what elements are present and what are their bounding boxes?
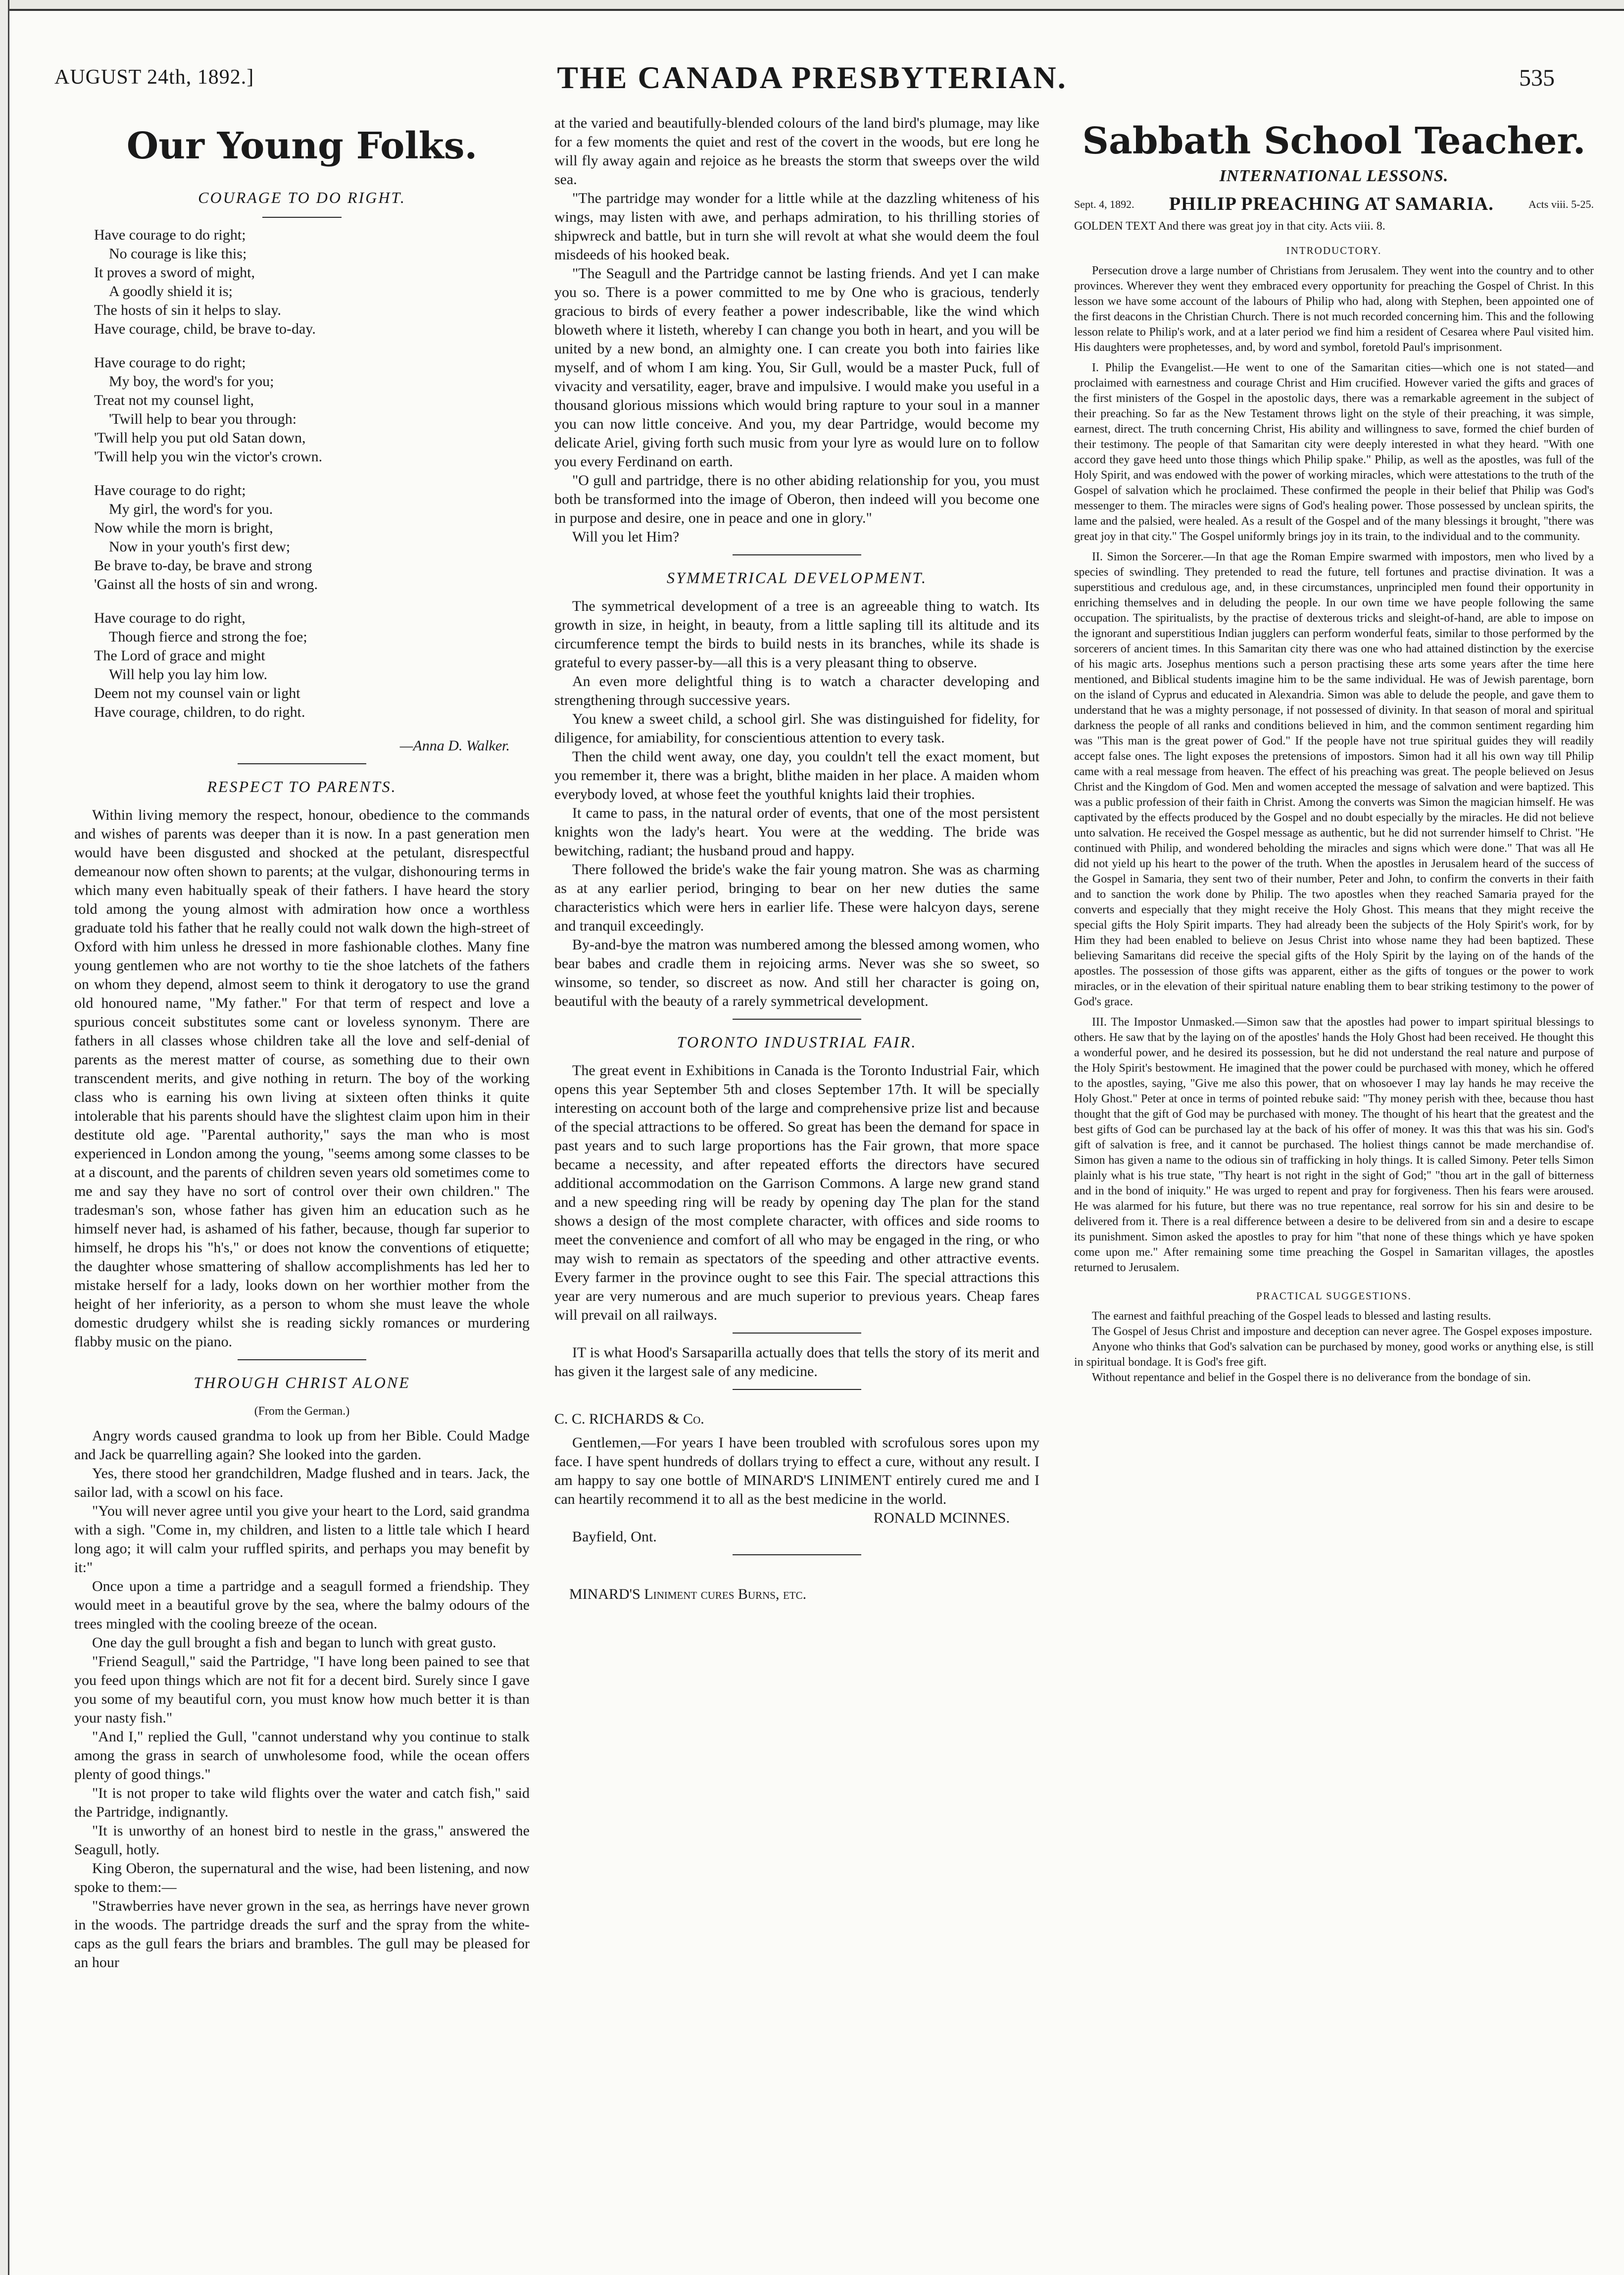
poem-author: —Anna D. Walker.	[399, 738, 510, 754]
poem-line: A goodly shield it is;	[109, 283, 233, 299]
article-paragraph: King Oberon, the supernatural and the wise, had been listening, and now spoke to them:—	[74, 1860, 530, 1895]
article-title: RESPECT TO PARENTS.	[207, 778, 397, 795]
lesson-title: PHILIP PREACHING AT SAMARIA.	[1169, 194, 1494, 214]
poem-line: The hosts of sin it helps to slay.	[94, 302, 282, 318]
department-heading: Sabbath School Teacher.	[1082, 120, 1586, 162]
ad-text: Gentlemen,—For years I have been troubled with scrofulous sores upon my face. I have spent hundreds of dollars trying to effect a cure, without any result. I am happy to say one bottle of MINARD'S LINIMENT entirely cured me and I can heartily recommend it to all as the best medicine in the world.	[554, 1434, 1039, 1507]
practical-item: The earnest and faithful preaching of the Gospel leads to blessed and lasting results.	[1092, 1310, 1491, 1323]
practical-heading: PRACTICAL SUGGESTIONS.	[1256, 1290, 1412, 1302]
article-paragraph: "It is not proper to take wild flights over the water and catch fish," said the Partridge, indignantly.	[74, 1785, 530, 1820]
article-paragraph: There followed the bride's wake the fair young matron. She was as charming as at any earlier period, bringing to bear on her new duties the same characteristics which were hers in earlier life. These were halcyon days, serene and tranquil exceedingly.	[554, 861, 1039, 934]
divider	[733, 1389, 861, 1390]
poem-line: Have courage, child, be brave to-day.	[94, 321, 316, 337]
poem-line: Though fierce and strong the foe;	[109, 629, 307, 645]
advertisement-hood: IT is what Hood's Sarsaparilla actually does that tells the story of its merit and has given it the largest sale of any medicine.	[554, 1344, 1039, 1380]
practical-item: The Gospel of Jesus Christ and imposture and deception can never agree. The Gospel exposes imposture.	[1092, 1325, 1592, 1338]
article-paragraph: "Friend Seagull," said the Partridge, "I have long been pained to see that you feed upon things which are not fit for a decent bird. Surely since I gave you some of my beautiful corn, you must know how much better it is than your nasty fish."	[74, 1653, 530, 1726]
poem-line: Now in your youth's first dew;	[109, 539, 291, 555]
article-paragraph: Then the child went away, one day, you couldn't tell the exact moment, but you remember it, there was a bright, blithe maiden in her place. A maiden whom everybody loved, at whose feet the youthful knights laid their trophies.	[554, 748, 1039, 802]
divider	[733, 1554, 861, 1555]
department-heading: Our Young Folks.	[126, 125, 478, 167]
poem-stanza	[94, 226, 530, 339]
poem-line: Now while the morn is bright,	[94, 520, 273, 536]
minard-notice: MINARD'S Liniment cures Burns, etc.	[569, 1586, 807, 1602]
column-right	[1074, 114, 1594, 1385]
article-paragraph: The symmetrical development of a tree is an agreeable thing to watch. Its growth in size, in height, in beauty, from a little sapling till its altitude and its circumference tempt the birds to build nests in its branches, while its shade is grateful to every passer-by—all this is a very pleasant thing to observe.	[554, 598, 1039, 671]
article-paragraph: An even more delightful thing is to watch a character developing and strengthening through successive years.	[554, 673, 1039, 708]
divider	[238, 763, 366, 764]
poem-line: Have courage to do right;	[94, 482, 246, 498]
poem-line: Be brave to-day, be brave and strong	[94, 557, 312, 574]
practical-item: Without repentance and belief in the Gospel there is no deliverance from the bondage of sin.	[1092, 1371, 1531, 1384]
divider	[238, 1359, 366, 1360]
article-title: TORONTO INDUSTRIAL FAIR.	[677, 1033, 917, 1051]
article-paragraph: Angry words caused grandma to look up from her Bible. Could Madge and Jack be quarrelling again? She looked into the garden.	[74, 1428, 530, 1463]
lesson-header	[1074, 194, 1594, 214]
article-paragraph: at the varied and beautifully-blended colours of the land bird's plumage, may like for a few moments the quiet and rest of the covert in the woods, but ere long he will fly away again and rejoice as he breasts the storm that sweeps over the wild sea.	[554, 115, 1039, 188]
poem-line: Have courage to do right;	[94, 227, 246, 243]
article-paragraph: Will you let Him?	[572, 529, 680, 545]
ad-place: Bayfield, Ont.	[572, 1529, 657, 1545]
article-paragraph: "It is unworthy of an honest bird to nestle in the grass," answered the Seagull, hotly.	[74, 1823, 530, 1858]
lesson-date: Sept. 4, 1892.	[1074, 198, 1134, 210]
practical-item: Anyone who thinks that God's salvation can be purchased by money, good works or anything else, is still in spiritual bondage. It is God's free gift.	[1074, 1340, 1594, 1369]
article-paragraph: The great event in Exhibitions in Canada is the Toronto Industrial Fair, which opens this year September 5th and closes September 17th. It will be specially interesting on account both of the large and comprehensive prize list and because of the special attractions to be offered. So great has been the demand for space in past years and to such large proportions has the Fair grown, that more space became a necessity, and after repeated efforts the directors have secured additional accommodation on the Garrison Commons. A large new grand stand and a new speeding ring will be ready by opening day The plan for the stand shows a design of the most complete character, with offices and side rooms to meet the convenience and comfort of all who may be engaged in the ring, or who may wish to remain as spectators of the speeding and other attractive events. Every farmer in the province ought to see this Fair. The special attractions this year are very numerous and are much superior to previous years. Cheap fares will prevail on all railways.	[554, 1062, 1039, 1323]
poem-title: COURAGE TO DO RIGHT.	[198, 189, 406, 206]
article-paragraph: Within living memory the respect, honour, obedience to the commands and wishes of parents was deeper than it is now. In a past generation men would have been disgusted and shocked at the petulant, disrespectful demeanour now often shown to parents; at the vulgar, dishonouring terms in which many even habitually speak of their fathers. I have heard the story told among the young almost with admiration how once a worthless graduate told his father that he really could not walk down the high-street of Oxford with him unless he dressed in more fashionable clothes. Many fine young gentlemen who are not worthy to tie the shoe latchets of the fathers on whom they depend, almost seem to think it derogatory to use the grand old honoured name, "My father." For that term of respect and love a spurious conceit substitutes some cant or loveless synonym. There are fathers in all classes whose children take all the love and self-denial of parents as the merest matter of course, as something due to their own transcendent merits, and give nothing in return. The boy of the working class who is earning his own living at sixteen often thinks it quite intolerable that his parents should have the slightest claim upon him in their destitute old age. "Parental authority," says the man who is most experienced in London among the young, "seems among some classes to be at a discount, and the parents of children seven years old sometimes come to me and say they have no sort of control over their own children." The tradesman's son, whose father has given him an education such as he himself never had, is ashamed of his father, because, though far superior to himself, he drops his "h's," or does not know the conventions of etiquette; the daughter whose smattering of shallow accomplishments has led her to mistake herself for a lady, looks down on her worthier mother from the height of her inferiority, as a person to whom she must leave the whole domestic drudgery whilst she is reading sickly romances or murdering flabby music on the piano.	[74, 807, 530, 1350]
poem-line: Have courage to do right;	[94, 354, 246, 371]
article-paragraph: "And I," replied the Gull, "cannot understand why you continue to stalk among the grass in search of unwholesome food, while the ocean offers plenty of good things."	[74, 1729, 530, 1782]
article-paragraph: "Strawberries have never grown in the sea, as herrings have never grown in the woods. The partridge dreads the surf and the spray from the white-caps as the gull fears the briars and brambles. The gull may be pleased for an hour	[74, 1898, 530, 1971]
article-paragraph: One day the gull brought a fish and began to lunch with great gusto.	[92, 1634, 496, 1651]
poem-line: Deem not my counsel vain or light	[94, 685, 300, 701]
lesson-paragraph: Persecution drove a large number of Christians from Jerusalem. They went into the country and to other provinces. Wherever they went they embraced every opportunity for preaching the Gospel of Christ. In this lesson we have some account of the labours of Philip who had, along with Stephen, been appointed one of the first deacons in the Christian Church. There is not much recorded concerning him. This and the following lesson relate to Philip's work, and at a later period we find him a resident of Cesarea where Paul visited him. His daughters were prophetesses, and, by word and symbol, foretold Paul's imprisonment.	[1074, 264, 1594, 354]
divider	[262, 217, 342, 218]
article-paragraph: "O gull and partridge, there is no other abiding relationship for you, you must both be transformed into the image of Oberon, then indeed will you become one in purpose and desire, one in peace and one in glory."	[554, 472, 1039, 526]
poem-line: 'Gainst all the hosts of sin and wrong.	[94, 576, 318, 593]
article-paragraph: It came to pass, in the natural order of events, that one of the most persistent knights won the lady's heart. You were at the wedding. The bride was bewitching, radiant; the husband proud and happy.	[554, 805, 1039, 859]
poem-line: My boy, the word's for you;	[109, 373, 274, 390]
lesson-reference: Acts viii. 5-25.	[1528, 198, 1594, 210]
article-paragraph: By-and-bye the matron was numbered among the blessed among women, who bear babes and cradle them in rejoicing arms. Never was she so sweet, so winsome, so tender, so discreet as now. And still her character is going on, beautiful with the beauty of a rarely symmetrical development.	[554, 937, 1039, 1009]
lesson-paragraph: II. Simon the Sorcerer.—In that age the Roman Empire swarmed with impostors, men who lived by a species of swindling. They pretended to read the future, tell fortunes and practise divination. It was a superstitious and credulous age, and, in these circumstances, unprincipled men found their opportunity in enriching themselves and in deluding the people. In our own time we have people following the same occupation. The spiritualists, by the practise of dexterous tricks and sleight-of-hand, are able to impose on the ignorant and superstitious Indian jugglers can perform wonderful feats, similar to those performed by the sorcerers of ancient times. In this Samaritan city there was one who had attained distinction by the exercise of his magic arts. Josephus mentions such a person practising these arts some years after the time here mentioned, and Biblical students imagine him to be the same individual. He was of Jewish parentage, born on the island of Cyprus and educated in Alexandria. Simon was able to delude the people, and gave them to understand that he was a mighty personage, if not possessed of divinity. In that season of moral and spiritual darkness the people of all ranks and conditions believed in him, and the common sentiment regarding him was "This man is the great power of God." If the people have not true spiritual guides they will readily accept false ones. The light exposes the pretensions of impostors. Simon had it all his own way till Philip came with a real message from heaven. The effect of his preaching was great. The people believed on Jesus Christ and the Kingdom of God. Men and women accepted the message of salvation and were baptized. This was a public profession of their faith in Christ. Among the converts was Simon the magician himself. He was captivated by the effects produced by the Gospel and no doubt especially by the miracles. He did not believe unto salvation. He received the Gospel message as authentic, but he did not surrender himself to Christ. "He continued with Philip, and wondered beholding the miracles and signs which were done." That was all He did not yield up his heart to the power of the truth. When the apostles in Jerusalem heard of the success of the Gospel in Samaria, they sent two of their number, Peter and John, to confirm the converts in their faith and to sanction the work done by Philip. The two apostles when they reached Samaria prayed for the converts and especially that they might receive the Holy Ghost. This means that they might receive the special gifts the Holy Spirit imparts. They had already been the subjects of the Holy Spirit's work, for by Him they had been enabled to believe on Jesus Christ into whose name they had been baptized. These believing Samaritans did receive the special gifts of the Holy Spirit by the laying on of the hands of the apostles. The possession of those gifts was apparent, either as the gifts of tongues or the power to work miracles, or in the elevation of their spiritual nature enabling them to bear striking testimony to the power of God's grace.	[1074, 550, 1594, 1008]
poem-line: Have courage, children, to do right.	[94, 704, 305, 720]
article-paragraph: Once upon a time a partridge and a seagull formed a friendship. They would meet in a beautiful grove by the sea, where the balmy odours of the trees mingled with the cooling breeze of the ocean.	[74, 1578, 530, 1632]
article-note: (From the German.)	[254, 1405, 350, 1418]
article-paragraph: Yes, there stood her grandchildren, Madge flushed and in tears. Jack, the sailor lad, with a scowl on his face.	[74, 1465, 530, 1500]
section-subheading: INTERNATIONAL LESSONS.	[1219, 167, 1449, 185]
issue-date: AUGUST 24th, 1892.]	[54, 66, 254, 89]
poem-line: Have courage to do right,	[94, 610, 246, 626]
poem	[94, 226, 530, 755]
article-paragraph: "You will never agree until you give your heart to the Lord, said grandma with a sigh. "Come in, my children, and listen to a little tale which I heard long ago; it will calm your ruffled spirits, and perhaps you may benefit by it:"	[74, 1503, 530, 1576]
divider	[733, 1333, 861, 1334]
poem-line: My girl, the word's for you.	[109, 501, 273, 517]
poem-line: Treat not my counsel light,	[94, 392, 254, 408]
poem-line: Will help you lay him low.	[109, 666, 268, 683]
divider	[733, 1019, 861, 1020]
poem-stanza	[94, 609, 530, 722]
divider	[733, 554, 861, 555]
page-number: 535	[1519, 65, 1555, 91]
poem-line: 'Twill help you win the victor's crown.	[94, 448, 323, 465]
column-left	[74, 114, 530, 1972]
ad-heading: C. C. RICHARDS & Co.	[554, 1411, 704, 1427]
article-paragraph: "The partridge may wonder for a little while at the dazzling whiteness of his wings, may listen with awe, and perhaps admiration, to his thrilling stories of shipwreck and battle, but in turn she will revolt at what she would deem the foul misdeeds of his hooked beak.	[554, 190, 1039, 263]
paper-title: THE CANADA PRESBYTERIAN.	[557, 60, 1067, 95]
intro-heading: INTRODUCTORY.	[1286, 245, 1382, 256]
article-title: SYMMETRICAL DEVELOPMENT.	[667, 569, 927, 587]
lesson-paragraph: I. Philip the Evangelist.—He went to one of the Samaritan cities—which one is not stated—and proclaimed with earnestness and courage Christ and Him crucified. However varied the gifts and graces of the first ministers of the Gospel in the apostolic days, there was a remarkable agreement in the subject of their preaching. So far as the New Testament throws light on the style of their preaching, it was simple, earnest, direct. The truth concerning Christ, His ability and willingness to save, formed the chief burden of their testimony. The people of that Samaritan city were deeply interested in what they heard. "With one accord they gave heed unto those things which Philip spake." Philip, as well as the apostles, was full of the Holy Spirit, and was endowed with the power of working miracles, which were attestations to the truth of the Gospel of salvation which he proclaimed. These confirmed the people in their belief that Philip was God's messenger to them. The miracles were signs of God's healing power. Those possessed by unclean spirits, the lame and the palsied, were healed. As a result of the Gospel and of the many blessings it brought, "there was great joy in that city." The Gospel uniformly brings joy in its train, to the individual and to the community.	[1074, 361, 1594, 543]
page-top-edge	[0, 0, 1624, 11]
masthead	[0, 59, 1624, 104]
column-middle	[554, 114, 1039, 1604]
poem-line: 'Twill help you put old Satan down,	[94, 430, 306, 446]
article-paragraph: "The Seagull and the Partridge cannot be lasting friends. And yet I can make you so. There is a power committed to me by One who is gracious, tenderly gracious to birds of every feather a power indescribable, like the wind which bloweth where it listeth, whereby I can change you both in heart, and you will be united by a new bond, an almighty one. I can create you both into fairies like myself, and of whom I am king. You, Sir Gull, would be a master Puck, full of vivacity and versatility, eager, brave and impulsive. I would make you useful in a thousand glorious missions which would bring rapture to your soul in a manner you can now little conceive. And you, my dear Partridge, would become my delicate Ariel, giving forth such music from your lyre as would lure on to follow you every Ferdinand on earth.	[554, 265, 1039, 470]
lesson-paragraph: III. The Impostor Unmasked.—Simon saw that the apostles had power to impart spiritual blessings to others. He saw that by the laying on of the apostles' hands the Holy Ghost had been received. He thought this a wonderful power, and he desired its possession, but he did not understand the real nature and purpose of the Holy Spirit's bestowment. He imagined that the power could be purchased with money, which he offered to the apostles, saying, "Give me also this power, that on whosoever I may lay hands he may receive the Holy Ghost." Peter at once in terms of pointed rebuke said: "Thy money perish with thee, because thou hast thought that the gift of God may be purchased with money. The thought of his heart that the greatest and the best gifts of God can be purchased lay at the back of his offer of money. It was this that was his sin. God's gift of salvation is free, and it cannot be purchased. The holiest things cannot be made merchandise of. Simon has given a name to the odious sin of trafficking in holy things. It is called Simony. Peter tells Simon plainly what is his true state, "Thy heart is not right in the sight of God;" "thou art in the gall of bitterness and in the bond of iniquity." He was urged to repent and pray for forgiveness. Then his fears were aroused. He was alarmed for his future, but there was no true repentance, real sorrow for his sin and desire to be delivered from it. There is a real difference between a desire to be delivered from sin and a desire to escape its punishment. Simon asked the apostles to pray for him "that none of these things which ye have spoken come upon me." After remaining some time preaching the Gospel in Samaritan villages, the apostles returned to Jerusalem.	[1074, 1016, 1594, 1274]
article-title: THROUGH CHRIST ALONE	[194, 1374, 410, 1391]
poem-line: It proves a sword of might,	[94, 264, 255, 281]
poem-stanza	[94, 481, 530, 594]
poem-line: 'Twill help to bear you through:	[109, 411, 297, 427]
poem-stanza	[94, 353, 530, 466]
poem-line: The Lord of grace and might	[94, 647, 265, 664]
golden-text: GOLDEN TEXT And there was great joy in that city. Acts viii. 8.	[1074, 220, 1385, 233]
article-paragraph: You knew a sweet child, a school girl. She was distinguished for fidelity, for diligence, for amiability, for conscientious attention to every task.	[554, 711, 1039, 746]
ad-signature: RONALD MCINNES.	[873, 1510, 1010, 1526]
poem-line: No courage is like this;	[109, 246, 247, 262]
page-left-edge	[0, 0, 9, 2275]
